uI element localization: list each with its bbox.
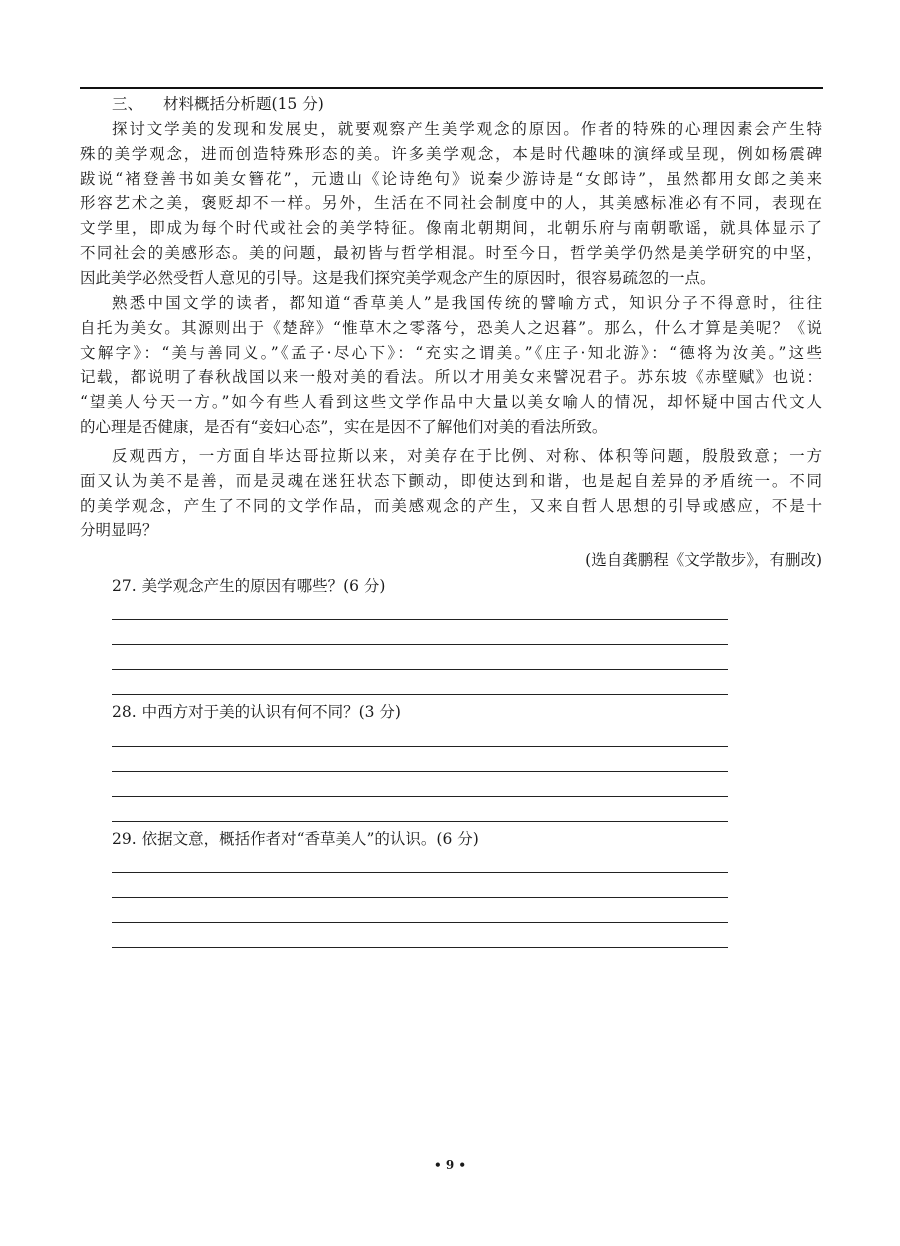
page-number: • 9 •	[433, 1158, 467, 1172]
passage-line: 记载，都说明了春秋战国以来一般对美的看法。所以才用美女来譬况君子。苏东坡《赤壁赋》也说：	[80, 368, 822, 387]
passage-line: 探讨文学美的发现和发展史，就要观察产生美学观念的原因。作者的特殊的心理因素会产生特	[112, 120, 822, 138]
passage-line: 分明显吗？	[80, 521, 158, 540]
passage-line: 面又认为美不是善，而是灵魂在迷狂状态下颤动，即使达到和谐，也是起自差异的矛盾统一。不同	[80, 471, 822, 490]
citation: (选自龚鹏程《文学散步》，有删改)	[585, 551, 822, 569]
answer-line[interactable]	[112, 694, 728, 695]
passage-line: 的美学观念，产生了不同的文学作品，而美感观念的产生，又来自哲人思想的引导或感应，不是十	[80, 496, 822, 515]
question-28: 28. 中西方对于美的认识有何不同？(3 分)	[112, 703, 401, 721]
answer-line[interactable]	[112, 947, 728, 948]
answer-line[interactable]	[112, 619, 728, 620]
answer-line[interactable]	[112, 771, 728, 772]
question-27: 27. 美学观念产生的原因有哪些？(6 分)	[112, 577, 386, 595]
passage-line: 跋说“褚登善书如美女簪花”，元遗山《论诗绝句》说秦少游诗是“女郎诗”，虽然都用女郎之美来	[80, 169, 822, 188]
passage-line: 形容艺术之美，褒贬却不一样。另外，生活在不同社会制度中的人，其美感标准必有不同，表现在	[80, 194, 822, 213]
passage-line: 文学里，即成为每个时代或社会的美学特征。像南北朝期间，北朝乐府与南朝歌谣，就具体显示了	[80, 219, 822, 238]
passage-line: 文解字》：“美与善同义。”《孟子·尽心下》：“充实之谓美。”《庄子·知北游》：“德将为汝美。”这些	[80, 343, 822, 362]
answer-line[interactable]	[112, 746, 728, 747]
passage-line: 自托为美女。其源则出于《楚辞》“惟草木之零落兮，恐美人之迟暮”。那么，什么才算是美呢？《说	[80, 318, 822, 337]
passage-line: 因此美学必然受哲人意见的引导。这是我们探究美学观念产生的原因时，很容易疏忽的一点。	[80, 268, 716, 287]
passage-line: “望美人兮天一方。”如今有些人看到这些文学作品中大量以美女喻人的情况，却怀疑中国古代文人	[80, 393, 822, 412]
section-number: 三、	[112, 95, 144, 113]
header-rule	[80, 87, 823, 89]
passage-line: 熟悉中国文学的读者，都知道“香草美人”是我国传统的譬喻方式，知识分子不得意时，往往	[112, 294, 822, 312]
section-title	[112, 92, 324, 114]
passage-line: 不同社会的美感形态。美的问题，最初皆与哲学相混。时至今日，哲学美学仍然是美学研究的中坚，	[80, 244, 822, 262]
answer-line[interactable]	[112, 821, 728, 822]
section-title-text: 材料概括分析题(15 分)	[163, 95, 324, 113]
answer-line[interactable]	[112, 669, 728, 670]
answer-line[interactable]	[112, 922, 728, 923]
passage-line: 反观西方，一方面自毕达哥拉斯以来，对美存在于比例、对称、体积等问题，殷殷致意；一方	[112, 447, 822, 465]
question-29: 29. 依据文意，概括作者对“香草美人”的认识。(6 分)	[112, 830, 479, 848]
answer-line[interactable]	[112, 872, 728, 873]
answer-line[interactable]	[112, 796, 728, 797]
passage-line: 殊的美学观念，进而创造特殊形态的美。许多美学观念，本是时代趣味的演绎或呈现，例如杨震碑	[80, 144, 822, 163]
answer-line[interactable]	[112, 897, 728, 898]
passage-line: 的心理是否健康，是否有“妾妇心态”，实在是因不了解他们对美的看法所致。	[80, 418, 608, 436]
answer-line[interactable]	[112, 644, 728, 645]
